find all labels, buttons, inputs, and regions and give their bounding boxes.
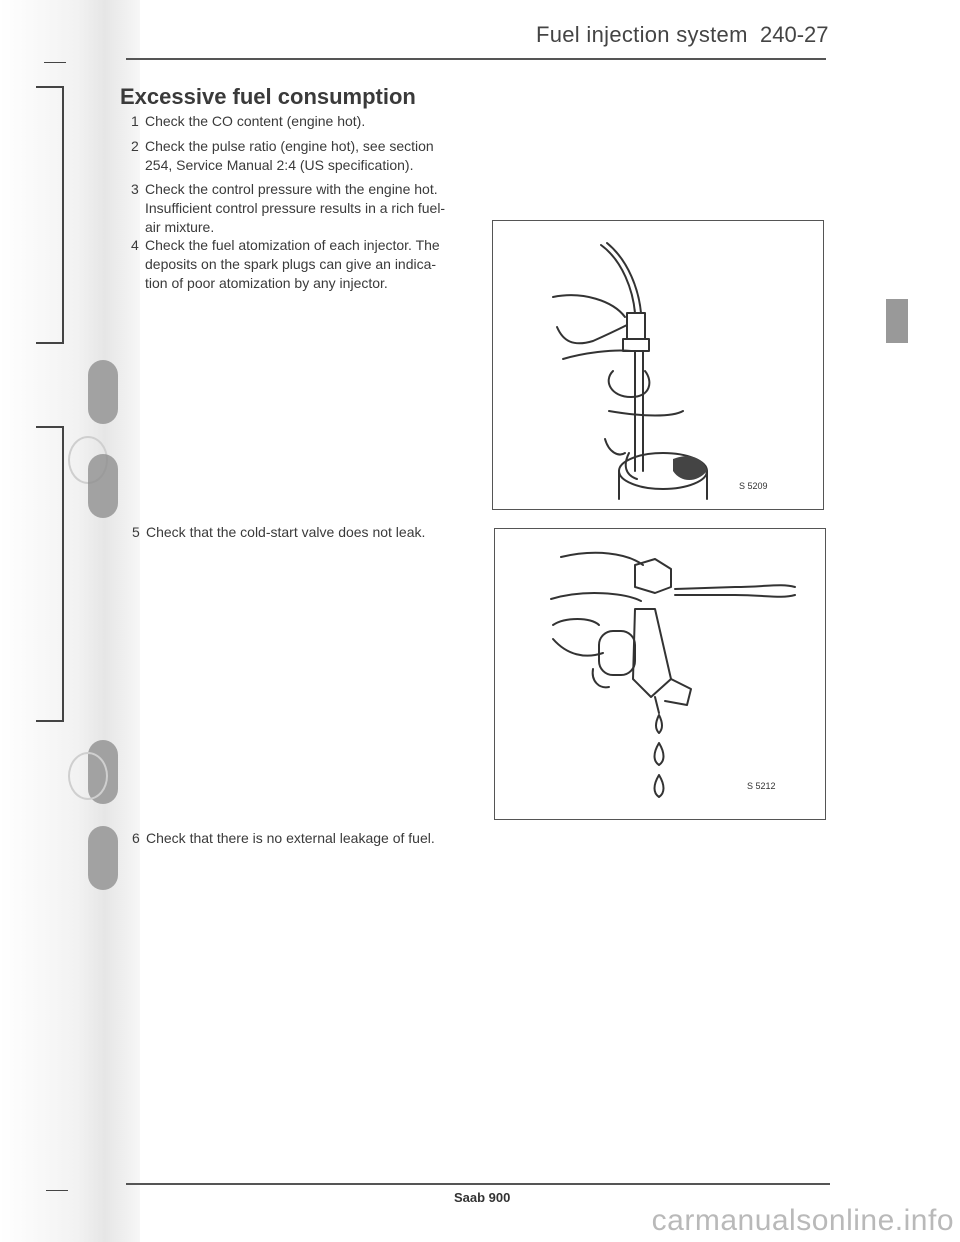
step-number: 3 (131, 181, 139, 197)
section-tab-marker (886, 299, 908, 343)
binding-ring (68, 752, 108, 800)
margin-dash (44, 62, 66, 63)
step-text-line: Check the pulse ratio (engine hot), see section (145, 138, 434, 154)
page-header-title: Fuel injection system (536, 22, 748, 47)
step-number: 6 (132, 830, 140, 846)
step-1 (131, 112, 366, 131)
step-text-line: Check the fuel atomization of each injector. The (145, 237, 440, 253)
binding-strip (0, 0, 140, 1242)
footer-text: Saab 900 (454, 1190, 511, 1205)
figure-label: S 5209 (739, 481, 768, 491)
step-number: 5 (132, 524, 140, 540)
step-6 (132, 829, 435, 848)
section-heading: Excessive fuel consumption (120, 84, 416, 109)
step-text-line: air mixture. (145, 219, 215, 235)
step-text: Check the CO content (engine hot). (145, 113, 366, 129)
step-text: Check that the cold-start valve does not leak. (146, 524, 426, 540)
cold-start-valve-leak-illustration-icon (495, 529, 825, 819)
step-text-line: tion of poor atomization by any injector. (145, 275, 388, 291)
step-5 (132, 523, 426, 542)
step-text-line: Insufficient control pressure results in a rich fuel- (145, 200, 446, 216)
step-2 (131, 137, 434, 175)
figure-label: S 5212 (747, 781, 776, 791)
margin-line (36, 426, 64, 428)
margin-line (62, 426, 64, 722)
step-number: 4 (131, 237, 139, 253)
binding-hole (88, 826, 118, 890)
margin-dash (46, 1190, 68, 1191)
margin-line (62, 86, 64, 344)
margin-line (36, 342, 64, 344)
margin-line (36, 720, 64, 722)
figure-injector-spray (492, 220, 824, 510)
page-number: 240-27 (760, 22, 829, 47)
step-number: 2 (131, 138, 139, 154)
step-3 (131, 180, 446, 237)
watermark-text: carmanualsonline.info (651, 1204, 954, 1237)
figure-cold-start-valve (494, 528, 826, 820)
header-rule (126, 58, 826, 60)
footer-rule (126, 1183, 830, 1185)
step-4 (131, 236, 440, 293)
margin-line (36, 86, 64, 88)
step-text-line: Check the control pressure with the engine hot. (145, 181, 438, 197)
step-text-line: deposits on the spark plugs can give an indica- (145, 256, 437, 272)
step-text-line: 254, Service Manual 2:4 (US specification). (145, 157, 414, 173)
binding-hole (88, 360, 118, 424)
step-number: 1 (131, 113, 139, 129)
step-text: Check that there is no external leakage of fuel. (146, 830, 435, 846)
binding-hole (88, 454, 118, 518)
injector-spray-test-illustration-icon (493, 221, 823, 509)
